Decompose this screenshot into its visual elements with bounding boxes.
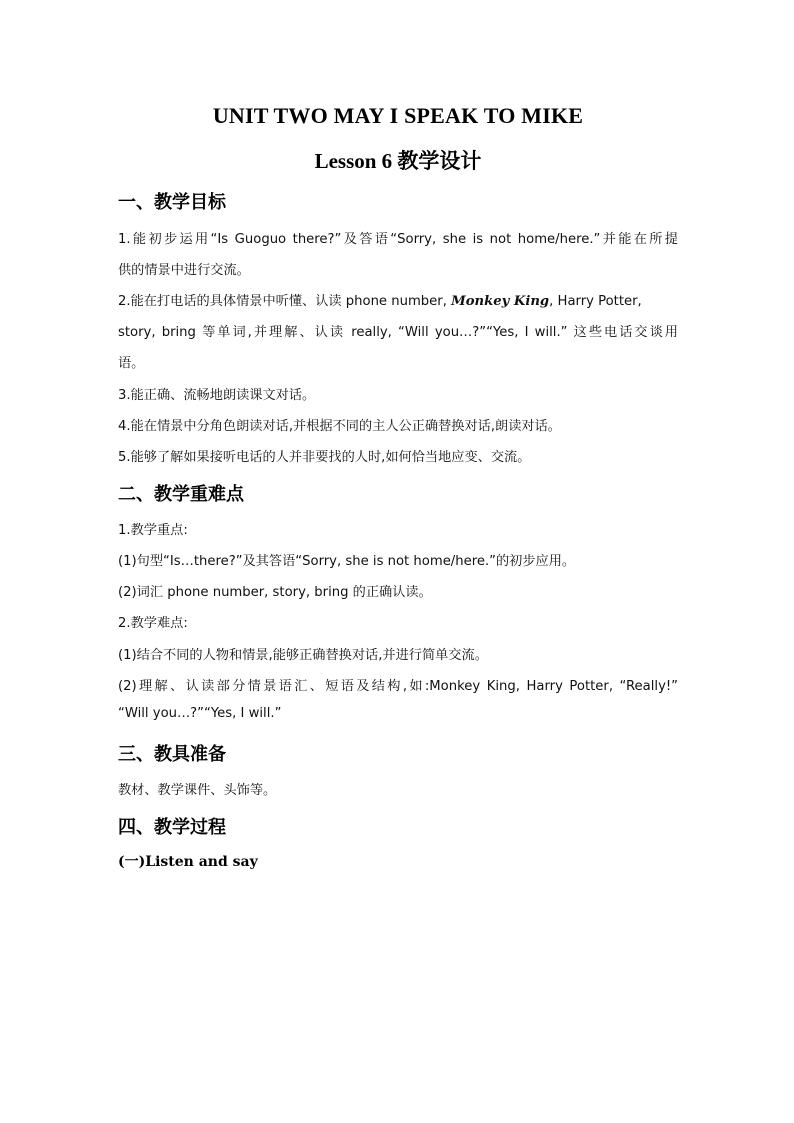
difficulty-1: (1)结合不同的人物和情景,能够正确替换对话,并进行简单交流。 — [118, 648, 488, 663]
objective-2-text-b: , Harry Potter, — [549, 294, 642, 309]
objective-4: 4.能在情景中分角色朗读对话,并根据不同的主人公正确替换对话,朗读对话。 — [118, 419, 561, 434]
section-heading-key-points: 二、教学重难点 — [118, 484, 244, 505]
objective-1-line-1: 1.能初步运用“Is Guoguo there?”及答语“Sorry, she is not home/here.”并能在所提 — [118, 232, 678, 247]
difficulty-2-line-2: “Will you…?”“Yes, I will.” — [118, 706, 282, 721]
objective-5: 5.能够了解如果接听电话的人并非要找的人时,如何恰当地应变、交流。 — [118, 450, 531, 465]
key-points-label: 1.教学重点: — [118, 523, 188, 538]
process-subheading-listen-and-say: (一)Listen and say — [118, 854, 258, 870]
section-heading-process: 四、教学过程 — [118, 817, 226, 838]
section-heading-objectives: 一、教学目标 — [118, 192, 226, 213]
difficulty-2-line-1: (2)理解、认读部分情景语汇、短语及结构,如:Monkey King, Harry Potter, “Really!” — [118, 679, 678, 694]
objective-2-line-3: 语。 — [118, 356, 145, 371]
objective-2-text-a: 2.能在打电话的具体情景中听懂、认读 phone number, — [118, 294, 452, 309]
document-title: UNIT TWO MAY I SPEAK TO MIKE — [212, 103, 584, 128]
materials-text: 教材、教学课件、头饰等。 — [118, 783, 277, 798]
objective-2-line-2: story, bring 等单词,并理解、认读 really, “Will you…?”“Yes, I will.” 这些电话交谈用 — [118, 325, 678, 340]
objective-1-line-2: 供的情景中进行交流。 — [118, 263, 250, 278]
objective-3: 3.能正确、流畅地朗读课文对话。 — [118, 388, 316, 403]
objective-2-italic-term: Monkey King — [451, 294, 550, 309]
difficulties-label: 2.教学难点: — [118, 616, 188, 631]
key-point-2: (2)词汇 phone number, story, bring 的正确认读。 — [118, 585, 432, 600]
document-subtitle: Lesson 6 教学设计 — [314, 149, 482, 173]
key-point-1: (1)句型“Is…there?”及其答语“Sorry, she is not home/here.”的初步应用。 — [118, 554, 576, 569]
objective-2-line-1 — [118, 290, 678, 309]
section-heading-materials: 三、教具准备 — [118, 744, 226, 765]
